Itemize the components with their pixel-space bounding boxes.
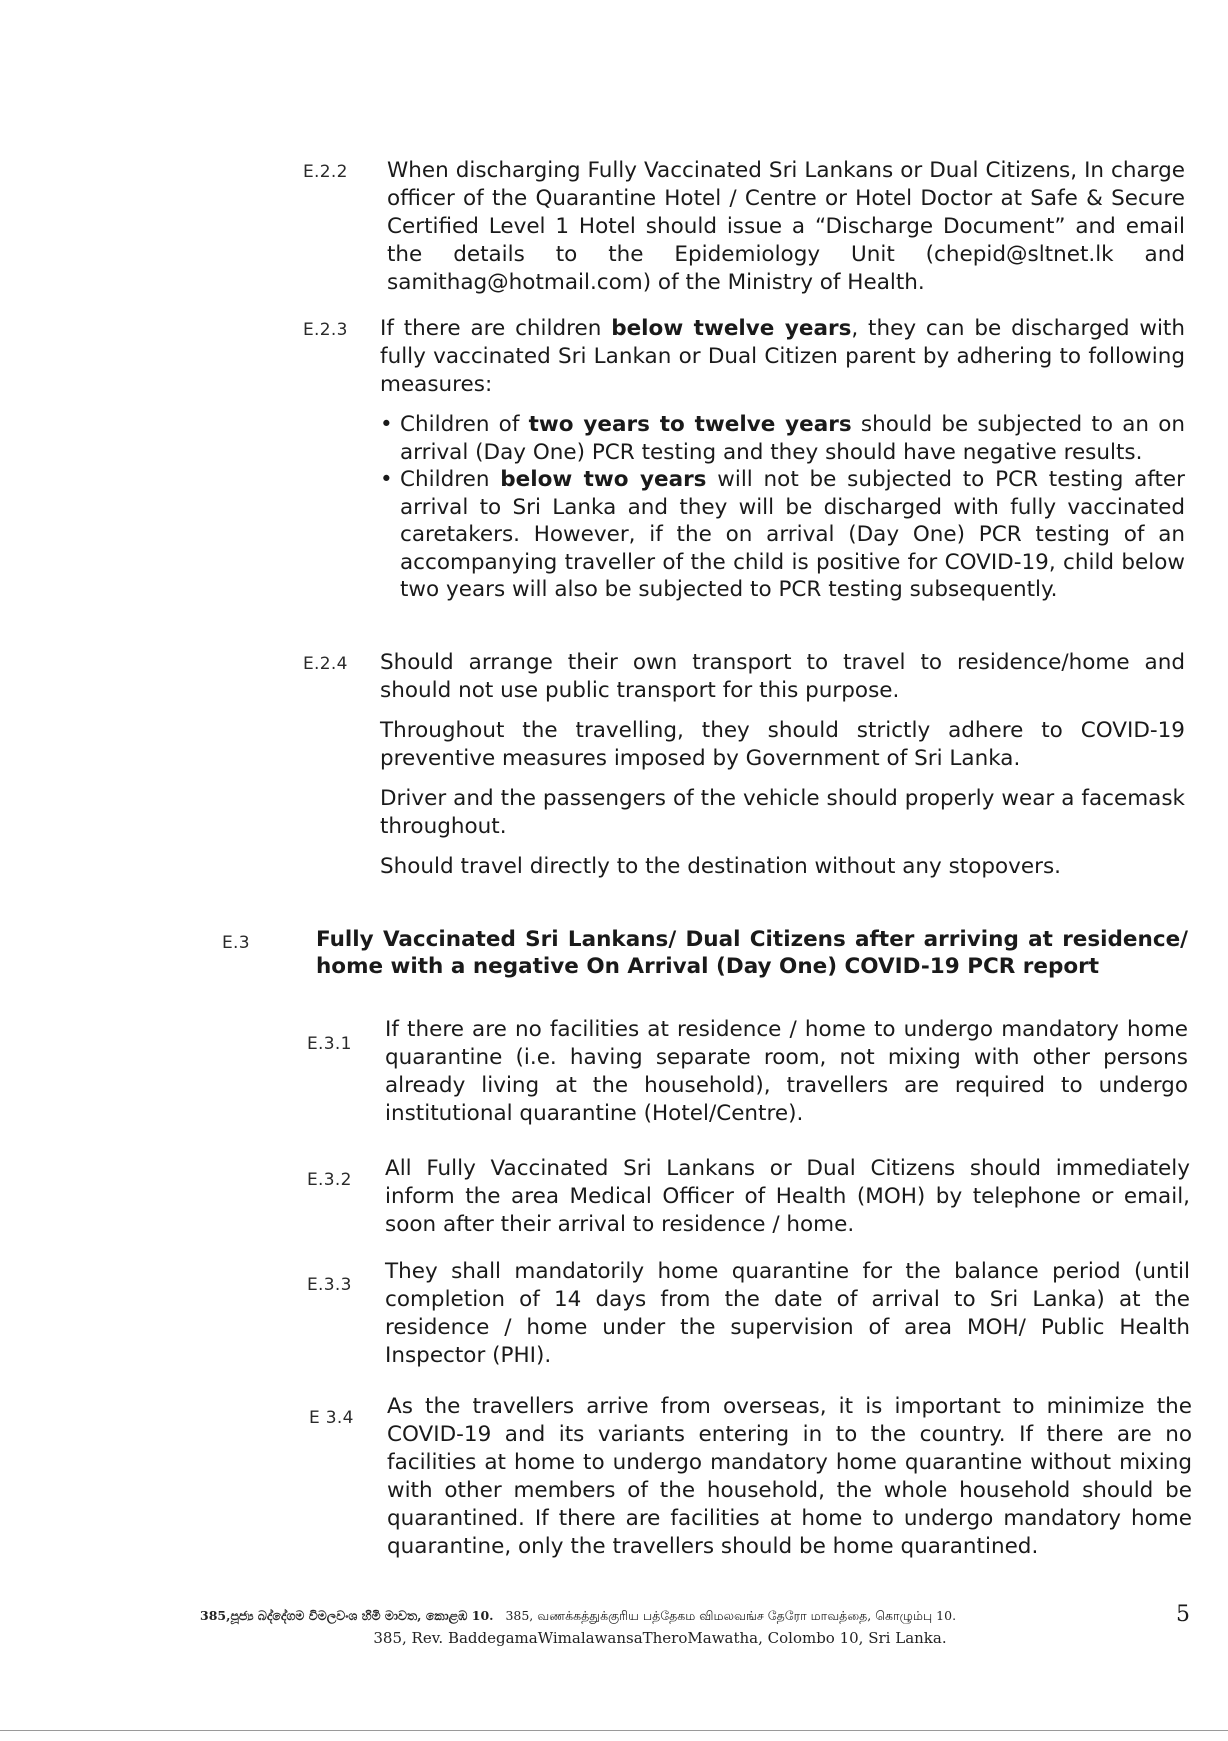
clause-e23-intro [380, 315, 1185, 399]
clause-e23-intro-start: If there are children [380, 316, 612, 341]
clause-e24-p4: Should travel directly to the destination without any stopovers. [380, 854, 1061, 879]
bullet-2-end: will not be subjected to PCR testing after arrival to Sri Lanka and they will be discharged with fully vaccinated caretakers. However, if the on arrival (Day One) PCR testing of an accompanying traveller of the child is positive for COVID-19, child below two years will also be subjected to PCR testing subsequently. [400, 467, 1185, 602]
clause-e32-text: All Fully Vaccinated Sri Lankans or Dual Citizens should immediately inform the area Medical Officer of Health (MOH) by telephone or email, soon after their arrival to residence / home. [385, 1156, 1190, 1237]
clause-e23-body [380, 315, 1185, 604]
bullet-1-end: should be subjected to an on arrival (Day One) PCR testing and they should have negative results. [400, 412, 1185, 465]
clause-number-e23: E.2.3 [303, 320, 348, 340]
footer-tamil-address: 385, வணக்கத்துக்குரிய பத்தேகம விமலவங்ச தேரோ மாவத்தை, கொழும்பு 10. [505, 1608, 957, 1623]
bullet-2-bold: below two years [500, 467, 707, 492]
clause-e23-intro-end: , they can be discharged with fully vaccinated Sri Lankan or Dual Citizen parent by adhering to following measures: [380, 316, 1185, 397]
footer-multilingual-address [200, 1608, 1120, 1625]
section-number-e3: E.3 [222, 933, 250, 953]
clause-e24-p2: Throughout the travelling, they should strictly adhere to COVID-19 preventive measures imposed by Government of Sri Lanka. [380, 718, 1185, 771]
clause-number-e32: E.3.2 [307, 1170, 352, 1190]
footer-address [200, 1608, 1120, 1647]
clause-e24-body [380, 649, 1185, 893]
clause-e22-text: When discharging Fully Vaccinated Sri Lankans or Dual Citizens, In charge officer of the Quarantine Hotel / Centre or Hotel Doctor at Safe & Secure Certified Level 1 Hotel should issue a “Discharge Document” and email the details to the Epidemiology Unit (chepid@sltnet.lk and samithag@hotmail.com) of the Ministry of Health. [387, 158, 1185, 295]
bullet-1-start: Children of [400, 412, 529, 437]
clause-e23-intro-bold: below twelve years [611, 316, 852, 341]
page-number: 5 [1176, 1602, 1190, 1627]
clause-number-e33: E.3.3 [307, 1275, 352, 1295]
clause-number-e34: E 3.4 [309, 1408, 354, 1428]
clause-e23-bullet-list [380, 411, 1185, 604]
bullet-2-start: Children [400, 467, 501, 492]
footer-english-address: 385, Rev. BaddegamaWimalawansaTheroMawatha, Colombo 10, Sri Lanka. [373, 1629, 947, 1647]
clause-e34-text: As the travellers arrive from overseas, it is important to minimize the COVID-19 and its variants entering in to the country. If there are no facilities at home to undergo mandatory home quarantine without mixing with other members of the household, the whole household should be quarantined. If there are facilities at home to undergo mandatory home quarantine, only the travellers should be home quarantined. [387, 1394, 1192, 1559]
clause-e33-text: They shall mandatorily home quarantine for the balance period (until completion of 14 days from the date of arrival to Sri Lanka) at the residence / home under the supervision of area MOH/ Public Health Inspector (PHI). [385, 1259, 1190, 1368]
footer-sinhala-address: 385,පූජ්‍ය බද්දේගම විමලවංශ හිමි මාවත, කොළඹ 10. [200, 1608, 494, 1623]
section-e3-heading: Fully Vaccinated Sri Lankans/ Dual Citizens after arriving at residence/ home with a negative On Arrival (Day One) COVID-19 PCR report [316, 927, 1188, 979]
clause-e31-text: If there are no facilities at residence / home to undergo mandatory home quarantine (i.e. having separate room, not mixing with other persons already living at the household), travellers are required to undergo institutional quarantine (Hotel/Centre). [385, 1017, 1188, 1126]
clause-e23-bullet-2 [380, 466, 1185, 604]
clause-e23-bullet-1 [380, 411, 1185, 466]
clause-number-e24: E.2.4 [303, 654, 348, 674]
bullet-1-bold: two years to twelve years [528, 412, 852, 437]
clause-e24-p1: Should arrange their own transport to travel to residence/home and should not use public transport for this purpose. [380, 650, 1185, 703]
clause-number-e22: E.2.2 [303, 162, 348, 182]
page-bottom-rule [0, 1730, 1228, 1731]
clause-number-e31: E.3.1 [307, 1034, 352, 1054]
clause-e24-p3: Driver and the passengers of the vehicle should properly wear a facemask throughout. [380, 786, 1185, 839]
